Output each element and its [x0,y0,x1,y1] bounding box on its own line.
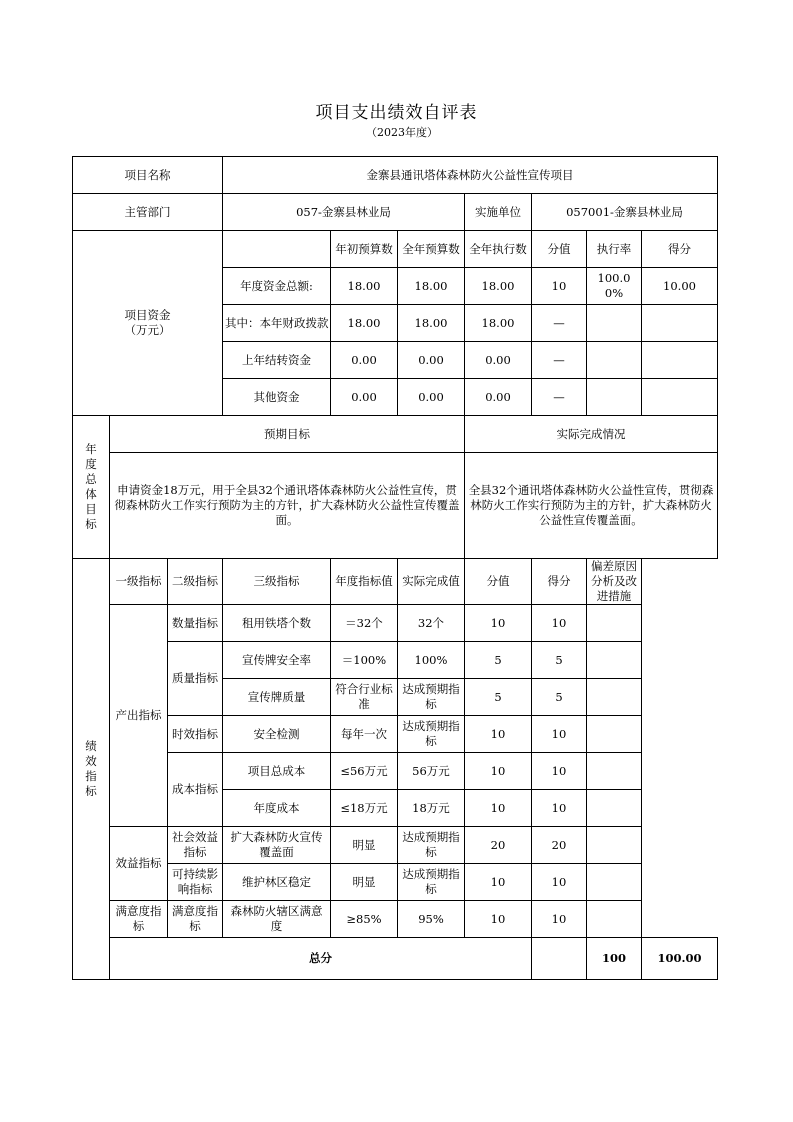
indicator-name: 项目总成本 [223,753,331,790]
funds-col-executed: 全年执行数 [465,231,532,268]
indicator-score-value: 10 [465,605,532,642]
funds-col-score: 得分 [642,231,718,268]
unit-value: 057001-金寨县林业局 [532,194,718,231]
indicator-actual: 18万元 [398,790,465,827]
total-score: 100.00 [642,938,718,980]
indicator-score-value: 5 [465,679,532,716]
funds-cell: 18.00 [331,305,398,342]
subgroup-quality: 质量指标 [168,642,223,716]
ind-header-level2: 二级指标 [168,559,223,605]
indicator-name: 森林防火辖区满意度 [223,901,331,938]
indicator-actual: 达成预期指标 [398,716,465,753]
indicator-actual: 56万元 [398,753,465,790]
indicator-deviation [587,716,642,753]
indicator-target: ≥85% [331,901,398,938]
ind-header-score: 得分 [532,559,587,605]
group-output: 产出指标 [110,605,168,827]
indicator-score: 10 [532,790,587,827]
indicator-score: 20 [532,827,587,864]
indicator-actual: 达成预期指标 [398,864,465,901]
subgroup-cost: 成本指标 [168,753,223,827]
funds-cell: 0.00 [398,379,465,416]
indicator-actual: 达成预期指标 [398,679,465,716]
funds-row-label: 其中：本年财政拨款 [223,305,331,342]
indicator-target: 每年一次 [331,716,398,753]
funds-cell: 10.00 [642,268,718,305]
funds-cell: 18.00 [398,268,465,305]
funds-cell [642,305,718,342]
funds-cell: — [532,305,587,342]
funds-cell: — [532,379,587,416]
indicator-target: ＝32个 [331,605,398,642]
indicator-score-value: 10 [465,790,532,827]
indicator-name: 安全检测 [223,716,331,753]
indicator-target: 明显 [331,827,398,864]
ind-header-level1: 一级指标 [110,559,168,605]
indicator-name: 年度成本 [223,790,331,827]
funds-cell: 0.00 [331,342,398,379]
page-subtitle: （2023年度） [366,126,438,139]
indicator-deviation [587,642,642,679]
indicator-target: ≤18万元 [331,790,398,827]
indicator-score-value: 10 [465,716,532,753]
funds-label: 项目资金 （万元） [73,231,223,416]
funds-header-blank [223,231,331,268]
page-title: 项目支出绩效自评表 [315,103,478,123]
funds-cell [642,342,718,379]
indicator-target: 明显 [331,864,398,901]
unit-label: 实施单位 [465,194,532,231]
goals-expected-header: 预期目标 [110,416,465,453]
total-label: 总分 [110,938,532,980]
subgroup-timeliness: 时效指标 [168,716,223,753]
indicator-name: 宣传牌安全率 [223,642,331,679]
ind-header-score-value: 分值 [465,559,532,605]
funds-cell: 0.00 [398,342,465,379]
indicator-score: 5 [532,642,587,679]
goals-actual-header: 实际完成情况 [465,416,718,453]
project-name-label: 项目名称 [73,157,223,194]
indicator-score-value: 5 [465,642,532,679]
indicator-score: 5 [532,679,587,716]
indicator-actual: 100% [398,642,465,679]
goals-label: 年 度 总 体 目 标 [73,416,110,559]
funds-cell: 10 [532,268,587,305]
ind-header-target: 年度指标值 [331,559,398,605]
goals-expected-text: 申请资金18万元，用于全县32个通讯塔体森林防火公益性宣传，贯彻森林防火工作实行预防为主的方针，扩大森林防火公益性宣传覆盖面。 [110,453,465,559]
total-score-value: 100 [587,938,642,980]
funds-cell: 18.00 [465,305,532,342]
self-evaluation-table [72,156,718,980]
indicator-name: 宣传牌质量 [223,679,331,716]
indicator-deviation [587,605,642,642]
indicator-target: ≤56万元 [331,753,398,790]
indicator-deviation [587,679,642,716]
funds-col-initial: 年初预算数 [331,231,398,268]
subgroup-social: 社会效益指标 [168,827,223,864]
indicator-score: 10 [532,716,587,753]
subgroup-sustainable: 可持续影响指标 [168,864,223,901]
funds-cell: 100.00% [587,268,642,305]
indicator-deviation [587,753,642,790]
indicator-actual: 95% [398,901,465,938]
subgroup-satisfaction: 满意度指标 [168,901,223,938]
funds-cell: 18.00 [465,268,532,305]
group-satisfaction: 满意度指标 [110,901,168,938]
dept-label: 主管部门 [73,194,223,231]
indicator-target: 符合行业标准 [331,679,398,716]
funds-cell [587,342,642,379]
indicator-score: 10 [532,605,587,642]
indicator-actual: 32个 [398,605,465,642]
funds-col-annual: 全年预算数 [398,231,465,268]
indicator-name: 扩大森林防火宣传覆盖面 [223,827,331,864]
funds-col-rate: 执行率 [587,231,642,268]
indicator-score-value: 10 [465,864,532,901]
goals-actual-text: 全县32个通讯塔体森林防火公益性宣传，贯彻森林防火工作实行预防为主的方针，扩大森林防火公益性宣传覆盖面。 [465,453,718,559]
funds-cell: — [532,342,587,379]
indicator-score: 10 [532,901,587,938]
indicator-deviation [587,790,642,827]
indicator-name: 租用铁塔个数 [223,605,331,642]
indicator-score-value: 20 [465,827,532,864]
indicator-score: 10 [532,864,587,901]
ind-header-deviation: 偏差原因分析及改进措施 [587,559,642,605]
indicator-score-value: 10 [465,901,532,938]
funds-cell [642,379,718,416]
indicator-target: ＝100% [331,642,398,679]
funds-cell [587,305,642,342]
funds-cell [587,379,642,416]
funds-row-label: 上年结转资金 [223,342,331,379]
indicator-deviation [587,827,642,864]
indicator-score: 10 [532,753,587,790]
funds-row-label: 年度资金总额: [223,268,331,305]
indicator-name: 维护林区稳定 [223,864,331,901]
total-blank [532,938,587,980]
funds-cell: 0.00 [331,379,398,416]
funds-row-label: 其他资金 [223,379,331,416]
indicator-score-value: 10 [465,753,532,790]
funds-cell: 18.00 [398,305,465,342]
ind-header-level3: 三级指标 [223,559,331,605]
funds-cell: 18.00 [331,268,398,305]
funds-col-score-value: 分值 [532,231,587,268]
ind-header-actual: 实际完成值 [398,559,465,605]
indicator-actual: 达成预期指标 [398,827,465,864]
subgroup-quantity: 数量指标 [168,605,223,642]
indicator-deviation [587,901,642,938]
group-benefit: 效益指标 [110,827,168,901]
indicator-deviation [587,864,642,901]
project-name-value: 金寨县通讯塔体森林防火公益性宣传项目 [223,157,718,194]
dept-value: 057-金寨县林业局 [223,194,465,231]
indicators-label: 绩 效 指 标 [73,559,110,980]
funds-cell: 0.00 [465,379,532,416]
funds-cell: 0.00 [465,342,532,379]
